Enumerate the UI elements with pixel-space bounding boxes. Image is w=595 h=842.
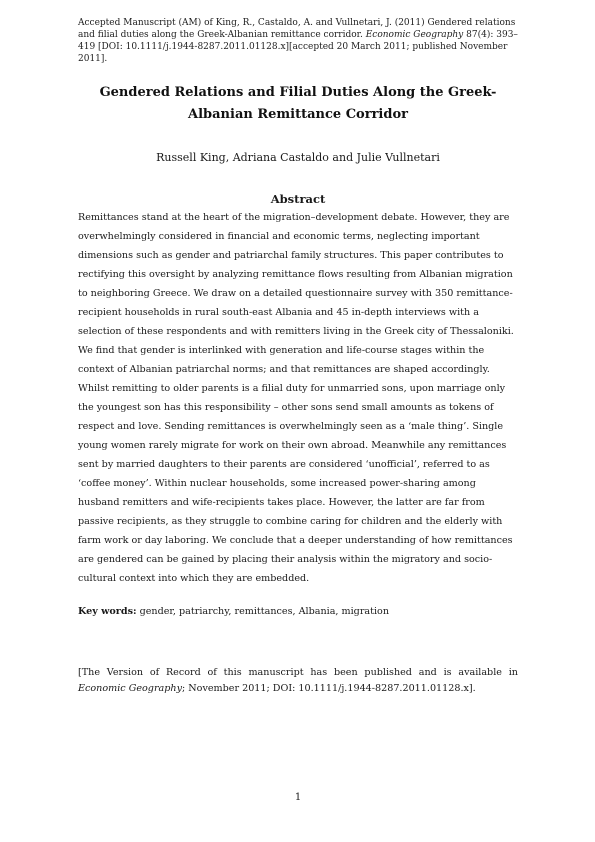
version-of-record-note (78, 665, 518, 697)
version-note-details: ; November 2011; DOI: 10.1111/j.1944-8287.2011.01128.x]. (182, 683, 476, 694)
citation-text: Accepted Manuscript (AM) of King, R., Castaldo, A. and Vullnetari, J. (2011) Gendered relations and filial duties along the Greek-Albanian remittance corridor. (78, 18, 516, 40)
keywords-line (78, 603, 518, 621)
page-number: 1 (294, 792, 302, 803)
paper-title: Gendered Relations and Filial Duties Along the Greek-Albanian Remittance Corridor (99, 85, 497, 122)
abstract-body: Remittances stand at the heart of the migration–development debate. However, they are overwhelmingly considered in financial and economic terms, neglecting important dimensions such as gender and patriarchal family structures. This paper contributes to rectifying this oversight by analyzing remittance flows resulting from Albanian migration to neighboring Greece. We draw on a detailed questionnaire survey with 350 remittance-recipient households in rural south-east Albania and 45 in-depth interviews with a selection of these respondents and with remitters living in the Greek city of Thessaloniki. We find that gender is interlinked with generation and life-course stages within the context of Albanian patriarchal norms; and that remittances are shaped accordingly. Whilst remitting to older parents is a filial duty for unmarried sons, upon marriage only the youngest son has this responsibility – other sons send small amounts as tokens of respect and love. Sending remittances is overwhelmingly seen as a ‘male thing’. Single young women rarely migrate for work on their own abroad. Meanwhile any remittances sent by married daughters to their parents are considered ‘unofficial’, referred to as ‘coffee money’. Within nuclear households, some increased power-sharing among husband remitters and wife-recipients takes place. However, the latter are far from passive recipients, as they struggle to combine caring for children and the elderly with farm work or day laboring. We conclude that a deeper understanding of how remittances are gendered can be gained by placing their analysis within the migratory and socio-cultural context into which they are embedded. (78, 212, 514, 584)
keywords-label: Key words: (78, 606, 137, 617)
citation-header (78, 17, 518, 65)
author-list: Russell King, Adriana Castaldo and Julie Vullnetari (156, 151, 440, 164)
version-note-text: [The Version of Record of this manuscript has been published and is available in (78, 667, 518, 678)
keywords-value: gender, patriarchy, remittances, Albania, migration (136, 606, 390, 617)
abstract-heading: Abstract (270, 192, 326, 206)
citation-details: 87(4): 393–419 [DOI: 10.1111/j.1944-8287.2011.01128.x][accepted 20 March 2011; published November 2011]. (78, 30, 518, 64)
citation-journal: Economic Geography (365, 30, 464, 40)
version-note-journal: Economic Geography (78, 683, 182, 694)
